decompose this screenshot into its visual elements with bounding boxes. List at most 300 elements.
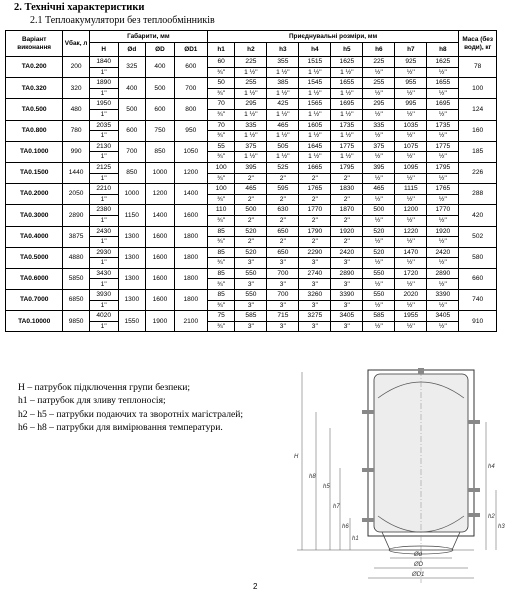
cell-thread-h3: 2''	[267, 215, 299, 226]
cell-thread-h3: 1 ½''	[267, 131, 299, 142]
cell-h8: 2890	[427, 268, 459, 279]
cell-h6: 255	[363, 78, 395, 89]
cell-h5: 1795	[331, 162, 363, 173]
cell-D: 1600	[146, 290, 175, 311]
cell-thread-h1: ¾''	[207, 237, 235, 248]
cell-h5: 1655	[331, 78, 363, 89]
cell-d: 1300	[118, 226, 146, 247]
cell-h6: 295	[363, 99, 395, 110]
cell-thread-h3: 1 ½''	[267, 88, 299, 99]
cell-h8: 1795	[427, 162, 459, 173]
cell-h1: 55	[207, 141, 235, 152]
cell-thread-h8: ½''	[427, 237, 459, 248]
cell-mass: 740	[459, 290, 497, 311]
header-conn-6: h7	[395, 43, 427, 57]
cell-thread-h2: 3''	[235, 321, 267, 332]
cell-H: 3930	[89, 290, 118, 301]
cell-variant: TA0.5000	[6, 247, 63, 268]
cell-h4: 1770	[299, 205, 331, 216]
label-h1: h1	[352, 536, 359, 542]
header-volume: Vбак, л	[63, 31, 89, 57]
cell-mass: 580	[459, 247, 497, 268]
cell-D1: 1800	[174, 268, 207, 289]
cell-D1: 1800	[174, 290, 207, 311]
cell-D: 1600	[146, 226, 175, 247]
cell-thread-h3: 2''	[267, 237, 299, 248]
cell-h7: 1955	[395, 311, 427, 322]
cell-h7: 1720	[395, 268, 427, 279]
cell-variant: TA0.1000	[6, 141, 63, 162]
cell-thread-h6: ½''	[363, 237, 395, 248]
cell-volume: 4880	[63, 247, 89, 268]
cell-thread-h2: 1 ½''	[235, 131, 267, 142]
cell-H: 2130	[89, 141, 118, 152]
header-dim-3: ØD1	[174, 43, 207, 57]
cell-d: 500	[118, 99, 146, 120]
cell-thread-h2: 1 ½''	[235, 67, 267, 78]
cell-thread-h6: ½''	[363, 88, 395, 99]
cell-H: 2210	[89, 184, 118, 195]
cell-h2: 335	[235, 120, 267, 131]
cell-h1: 60	[207, 57, 235, 68]
cell-h6: 500	[363, 205, 395, 216]
cell-variant: TA0.800	[6, 120, 63, 141]
cell-thread-h5: 2''	[331, 215, 363, 226]
header-conn-0: h1	[207, 43, 235, 57]
cell-h7: 1115	[395, 184, 427, 195]
cell-D: 1600	[146, 247, 175, 268]
cell-H-thread: 1''	[89, 237, 118, 248]
cell-D: 500	[146, 78, 175, 99]
cell-thread-h1: ¾''	[207, 194, 235, 205]
cell-thread-h1: ¾''	[207, 258, 235, 269]
cell-h8: 1625	[427, 57, 459, 68]
cell-thread-h2: 3''	[235, 279, 267, 290]
cell-thread-h7: ½''	[395, 300, 427, 311]
cell-h6: 335	[363, 120, 395, 131]
label-h6: h6	[342, 524, 349, 530]
cell-thread-h2: 2''	[235, 173, 267, 184]
cell-thread-h8: ½''	[427, 194, 459, 205]
cell-d: 700	[118, 141, 146, 162]
cell-d: 1300	[118, 290, 146, 311]
cell-d: 1300	[118, 247, 146, 268]
cell-H: 1890	[89, 78, 118, 89]
cell-thread-h4: 3''	[299, 321, 331, 332]
cell-thread-h7: ½''	[395, 152, 427, 163]
cell-h5: 3390	[331, 290, 363, 301]
cell-thread-h3: 1 ½''	[267, 152, 299, 163]
cell-h4: 2740	[299, 268, 331, 279]
cell-D: 850	[146, 141, 175, 162]
subsection-heading: 2.1 Теплоакумулятори без теплообмінників	[30, 15, 215, 26]
cell-thread-h6: ½''	[363, 194, 395, 205]
header-conn-1: h2	[235, 43, 267, 57]
cell-thread-h6: ½''	[363, 131, 395, 142]
cell-volume: 990	[63, 141, 89, 162]
cell-h6: 550	[363, 268, 395, 279]
cell-volume: 2050	[63, 184, 89, 205]
cell-thread-h2: 2''	[235, 215, 267, 226]
cell-volume: 2890	[63, 205, 89, 226]
cell-thread-h5: 3''	[331, 321, 363, 332]
cell-h6: 520	[363, 226, 395, 237]
table-row	[6, 205, 497, 216]
cell-D: 750	[146, 120, 175, 141]
cell-h2: 550	[235, 290, 267, 301]
cell-h2: 500	[235, 205, 267, 216]
cell-h1: 85	[207, 247, 235, 258]
cell-mass: 910	[459, 311, 497, 332]
cell-h5: 1695	[331, 99, 363, 110]
cell-volume: 320	[63, 78, 89, 99]
cell-h7: 1035	[395, 120, 427, 131]
label-h5: h5	[323, 484, 330, 490]
cell-h4: 1605	[299, 120, 331, 131]
cell-h7: 1095	[395, 162, 427, 173]
cell-H-thread: 1''	[89, 215, 118, 226]
cell-h3: 595	[267, 184, 299, 195]
cell-h6: 375	[363, 141, 395, 152]
cell-thread-h4: 1 ½''	[299, 152, 331, 163]
cell-thread-h5: 3''	[331, 300, 363, 311]
cell-h3: 715	[267, 311, 299, 322]
cell-thread-h3: 3''	[267, 300, 299, 311]
cell-h2: 520	[235, 226, 267, 237]
cell-h4: 1665	[299, 162, 331, 173]
cell-h3: 465	[267, 120, 299, 131]
cell-D1: 1800	[174, 226, 207, 247]
table-row	[6, 226, 497, 237]
legend-line: h6 – h8 – патрубки для вимірювання температури.	[18, 422, 223, 434]
cell-h7: 995	[395, 99, 427, 110]
page-number: 2	[253, 582, 258, 591]
label-D1: ØD1	[412, 572, 425, 578]
cell-H: 2930	[89, 247, 118, 258]
cell-h5: 1830	[331, 184, 363, 195]
cell-h6: 465	[363, 184, 395, 195]
cell-h2: 585	[235, 311, 267, 322]
cell-D1: 600	[174, 57, 207, 78]
header-conn-2: h3	[267, 43, 299, 57]
cell-thread-h8: ½''	[427, 321, 459, 332]
cell-thread-h6: ½''	[363, 258, 395, 269]
cell-thread-h5: 2''	[331, 173, 363, 184]
cell-mass: 160	[459, 120, 497, 141]
cell-h6: 225	[363, 57, 395, 68]
cell-thread-h4: 2''	[299, 237, 331, 248]
table-row	[6, 120, 497, 131]
cell-volume: 480	[63, 99, 89, 120]
cell-h2: 520	[235, 247, 267, 258]
cell-d: 600	[118, 120, 146, 141]
cell-thread-h4: 1 ½''	[299, 109, 331, 120]
cell-h8: 1920	[427, 226, 459, 237]
header-conn-4: h5	[331, 43, 363, 57]
cell-h5: 2890	[331, 268, 363, 279]
legend	[18, 381, 243, 435]
cell-H-thread: 1''	[89, 258, 118, 269]
cell-thread-h6: ½''	[363, 321, 395, 332]
cell-thread-h6: ½''	[363, 152, 395, 163]
cell-h3: 505	[267, 141, 299, 152]
cell-H: 1950	[89, 99, 118, 110]
cell-thread-h1: ¾''	[207, 300, 235, 311]
cell-thread-h2: 1 ½''	[235, 152, 267, 163]
cell-thread-h5: 1 ½''	[331, 152, 363, 163]
table-row	[6, 184, 497, 195]
table-row	[6, 162, 497, 173]
cell-D: 1900	[146, 311, 175, 332]
cell-mass: 124	[459, 99, 497, 120]
cell-D1: 700	[174, 78, 207, 99]
cell-volume: 9850	[63, 311, 89, 332]
cell-thread-h1: ¾''	[207, 321, 235, 332]
cell-H: 2430	[89, 226, 118, 237]
cell-thread-h7: ½''	[395, 131, 427, 142]
cell-thread-h3: 3''	[267, 321, 299, 332]
cell-h7: 1200	[395, 205, 427, 216]
label-h7: h7	[333, 504, 340, 510]
cell-h7: 1220	[395, 226, 427, 237]
cell-h2: 255	[235, 78, 267, 89]
cell-H: 2125	[89, 162, 118, 173]
legend-line: H – патрубок підключення групи безпеки;	[18, 382, 190, 393]
cell-volume: 6850	[63, 290, 89, 311]
cell-h7: 2020	[395, 290, 427, 301]
cell-h4: 3260	[299, 290, 331, 301]
cell-D1: 1400	[174, 184, 207, 205]
label-H: H	[294, 454, 299, 460]
cell-volume: 5850	[63, 268, 89, 289]
cell-mass: 78	[459, 57, 497, 78]
cell-thread-h7: ½''	[395, 173, 427, 184]
cell-h8: 1735	[427, 120, 459, 131]
cell-H-thread: 1''	[89, 300, 118, 311]
table-row	[6, 247, 497, 258]
cell-thread-h7: ½''	[395, 321, 427, 332]
cell-D1: 1800	[174, 247, 207, 268]
cell-thread-h5: 3''	[331, 258, 363, 269]
header-conn-3: h4	[299, 43, 331, 57]
cell-thread-h1: ¾''	[207, 109, 235, 120]
cell-thread-h8: ½''	[427, 109, 459, 120]
table-row	[6, 99, 497, 110]
cell-D: 1600	[146, 268, 175, 289]
cell-volume: 200	[63, 57, 89, 78]
cell-thread-h3: 1 ½''	[267, 109, 299, 120]
cell-thread-h1: ¾''	[207, 279, 235, 290]
cell-h1: 75	[207, 311, 235, 322]
header-dim-2: ØD	[146, 43, 175, 57]
cell-variant: TA0.4000	[6, 226, 63, 247]
cell-h2: 295	[235, 99, 267, 110]
cell-D: 1000	[146, 162, 175, 183]
cell-h7: 1470	[395, 247, 427, 258]
table-row	[6, 141, 497, 152]
cell-h8: 1770	[427, 205, 459, 216]
cell-h3: 700	[267, 290, 299, 301]
cell-h6: 550	[363, 290, 395, 301]
cell-thread-h1: ¾''	[207, 215, 235, 226]
cell-h2: 375	[235, 141, 267, 152]
cell-thread-h2: 3''	[235, 300, 267, 311]
cell-h4: 1515	[299, 57, 331, 68]
cell-mass: 185	[459, 141, 497, 162]
cell-mass: 502	[459, 226, 497, 247]
cell-D: 400	[146, 57, 175, 78]
cell-H: 2035	[89, 120, 118, 131]
cell-d: 400	[118, 78, 146, 99]
cell-thread-h6: ½''	[363, 109, 395, 120]
cell-thread-h2: 2''	[235, 194, 267, 205]
cell-thread-h3: 2''	[267, 173, 299, 184]
cell-thread-h6: ½''	[363, 173, 395, 184]
header-variant: Варіант виконання	[6, 31, 63, 57]
legend-line: h2 – h5 – патрубки подаючих та зворотніх магістралей;	[18, 408, 244, 420]
cell-h7: 1075	[395, 141, 427, 152]
cell-thread-h8: ½''	[427, 279, 459, 290]
header-conn-7: h8	[427, 43, 459, 57]
cell-thread-h5: 1 ½''	[331, 109, 363, 120]
cell-thread-h2: 1 ½''	[235, 88, 267, 99]
tank-drawing	[282, 368, 504, 596]
label-h8: h8	[309, 474, 316, 480]
cell-D1: 1600	[174, 205, 207, 226]
cell-h7: 955	[395, 78, 427, 89]
cell-h2: 225	[235, 57, 267, 68]
cell-thread-h6: ½''	[363, 67, 395, 78]
cell-D: 600	[146, 99, 175, 120]
cell-h2: 395	[235, 162, 267, 173]
label-h4: h4	[488, 464, 495, 470]
cell-variant: TA0.320	[6, 78, 63, 99]
cell-thread-h2: 1 ½''	[235, 109, 267, 120]
cell-H-thread: 1''	[89, 88, 118, 99]
cell-variant: TA0.1500	[6, 162, 63, 183]
cell-thread-h1: ¾''	[207, 67, 235, 78]
cell-H-thread: 1''	[89, 152, 118, 163]
cell-thread-h4: 1 ½''	[299, 88, 331, 99]
cell-h8: 3405	[427, 311, 459, 322]
cell-thread-h7: ½''	[395, 109, 427, 120]
cell-h1: 70	[207, 99, 235, 110]
cell-H-thread: 1''	[89, 321, 118, 332]
cell-h3: 355	[267, 57, 299, 68]
nozzle-h4	[468, 488, 480, 492]
cell-h8: 1765	[427, 184, 459, 195]
cell-thread-h5: 1 ½''	[331, 131, 363, 142]
cell-h6: 395	[363, 162, 395, 173]
cell-variant: TA0.10000	[6, 311, 63, 332]
cell-thread-h4: 3''	[299, 279, 331, 290]
cell-H: 2380	[89, 205, 118, 216]
cell-thread-h6: ½''	[363, 300, 395, 311]
cell-thread-h7: ½''	[395, 279, 427, 290]
cell-thread-h1: ¾''	[207, 131, 235, 142]
cell-mass: 226	[459, 162, 497, 183]
section-heading: 2. Технічні характеристики	[14, 2, 145, 13]
cell-d: 1300	[118, 268, 146, 289]
cell-thread-h4: 1 ½''	[299, 131, 331, 142]
cell-d: 1000	[118, 184, 146, 205]
cell-H-thread: 1''	[89, 109, 118, 120]
cell-h5: 2420	[331, 247, 363, 258]
cell-thread-h7: ½''	[395, 194, 427, 205]
cell-thread-h6: ½''	[363, 279, 395, 290]
cell-h8: 3390	[427, 290, 459, 301]
cell-h1: 50	[207, 78, 235, 89]
cell-h5: 1735	[331, 120, 363, 131]
label-d: Ød	[414, 552, 423, 558]
cell-thread-h7: ½''	[395, 258, 427, 269]
cell-h2: 465	[235, 184, 267, 195]
cell-h8: 1655	[427, 78, 459, 89]
cell-D1: 800	[174, 99, 207, 120]
cell-h5: 1625	[331, 57, 363, 68]
cell-thread-h8: ½''	[427, 88, 459, 99]
cell-h3: 425	[267, 99, 299, 110]
cell-h7: 925	[395, 57, 427, 68]
cell-volume: 3875	[63, 226, 89, 247]
cell-thread-h8: ½''	[427, 300, 459, 311]
cell-h3: 700	[267, 268, 299, 279]
cell-thread-h5: 1 ½''	[331, 67, 363, 78]
cell-thread-h3: 3''	[267, 279, 299, 290]
cell-thread-h1: ¾''	[207, 152, 235, 163]
cell-d: 325	[118, 57, 146, 78]
cell-volume: 780	[63, 120, 89, 141]
table-row	[6, 78, 497, 89]
cell-thread-h4: 2''	[299, 194, 331, 205]
cell-thread-h4: 2''	[299, 173, 331, 184]
cell-thread-h8: ½''	[427, 152, 459, 163]
cell-thread-h4: 3''	[299, 258, 331, 269]
cell-thread-h8: ½''	[427, 131, 459, 142]
nozzle-h8	[362, 410, 374, 414]
cell-mass: 288	[459, 184, 497, 205]
cell-h4: 1545	[299, 78, 331, 89]
cell-h3: 385	[267, 78, 299, 89]
cell-h3: 650	[267, 226, 299, 237]
cell-h5: 1775	[331, 141, 363, 152]
cell-h6: 585	[363, 311, 395, 322]
cell-H-thread: 1''	[89, 131, 118, 142]
cell-h8: 1695	[427, 99, 459, 110]
cell-h4: 1765	[299, 184, 331, 195]
cell-h4: 3275	[299, 311, 331, 322]
cell-thread-h2: 3''	[235, 258, 267, 269]
cell-H: 4020	[89, 311, 118, 322]
header-dim-0: H	[89, 43, 118, 57]
table-row	[6, 311, 497, 322]
cell-thread-h6: ½''	[363, 215, 395, 226]
cell-thread-h3: 3''	[267, 258, 299, 269]
cell-thread-h8: ½''	[427, 215, 459, 226]
cell-d: 850	[118, 162, 146, 183]
header-conn-5: h6	[363, 43, 395, 57]
cell-mass: 100	[459, 78, 497, 99]
cell-h1: 110	[207, 205, 235, 216]
cell-thread-h7: ½''	[395, 237, 427, 248]
cell-mass: 660	[459, 268, 497, 289]
cell-thread-h5: 3''	[331, 279, 363, 290]
cell-thread-h2: 2''	[235, 237, 267, 248]
label-h2: h2	[488, 514, 495, 520]
cell-D1: 1050	[174, 141, 207, 162]
nozzle-h6	[362, 468, 374, 472]
table-row	[6, 268, 497, 279]
